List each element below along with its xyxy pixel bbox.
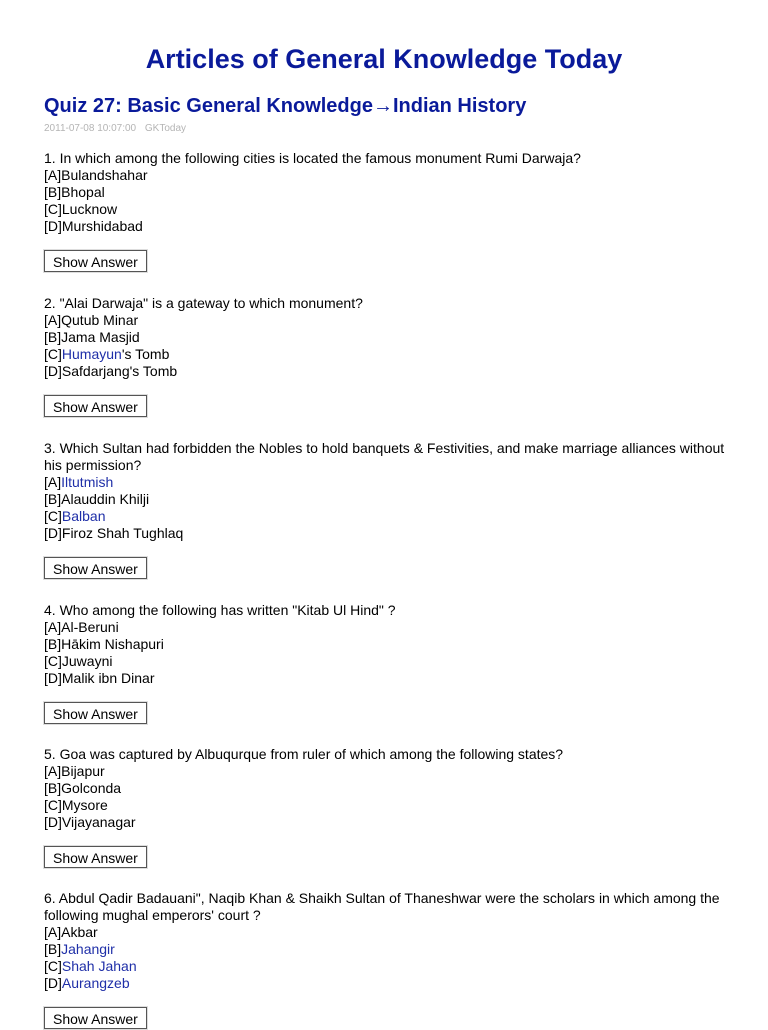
option-letter: [B]: [44, 491, 62, 507]
option-text: Jama Masjid: [61, 329, 140, 345]
show-answer-button[interactable]: Show Answer: [44, 395, 147, 417]
question-block: [44, 890, 734, 1029]
answer-option: [44, 924, 734, 941]
show-answer-button[interactable]: Show Answer: [44, 846, 147, 868]
option-letter: [D]: [44, 670, 62, 686]
answer-option: [44, 312, 734, 329]
option-link[interactable]: Humayun: [61, 346, 122, 362]
option-text: Bijapur: [61, 763, 105, 779]
answer-option: [44, 346, 734, 363]
option-letter: [C]: [44, 958, 62, 974]
show-answer-button[interactable]: Show Answer: [44, 250, 147, 272]
question-block: [44, 440, 734, 579]
option-letter: [B]: [44, 780, 62, 796]
answer-option: [44, 491, 734, 508]
option-text: Firoz Shah Tughlaq: [61, 525, 184, 541]
option-link[interactable]: Shah Jahan: [61, 958, 137, 974]
option-letter: [C]: [44, 797, 62, 813]
answer-option: [44, 218, 734, 235]
option-text: Vijayanagar: [61, 814, 136, 830]
option-letter: [D]: [44, 975, 62, 991]
answer-option: [44, 525, 734, 542]
option-letter: [A]: [44, 167, 62, 183]
answer-option: [44, 941, 734, 958]
answer-option: [44, 201, 734, 218]
option-text: Golconda: [61, 780, 122, 796]
option-link[interactable]: Jahangir: [61, 941, 115, 957]
option-letter: [B]: [44, 184, 62, 200]
question-text: 3. Which Sultan had forbidden the Nobles to hold banquets & Festivities, and make marriage alliances without his permission?: [44, 440, 725, 473]
answer-option: [44, 763, 734, 780]
answer-option: [44, 508, 734, 525]
answer-option: [44, 329, 734, 346]
question-block: [44, 602, 734, 724]
answer-option: [44, 958, 734, 975]
option-letter: [B]: [44, 941, 62, 957]
option-text: Mysore: [61, 797, 108, 813]
question-text: 2. "Alai Darwaja" is a gateway to which monument?: [44, 295, 363, 311]
option-link[interactable]: Iltutmish: [61, 474, 114, 490]
option-letter: [D]: [44, 218, 62, 234]
answer-option: [44, 167, 734, 184]
question-block: [44, 150, 734, 272]
option-text: Akbar: [61, 924, 98, 940]
option-text: Lucknow: [61, 201, 118, 217]
option-text-suffix: 's Tomb: [121, 346, 170, 362]
option-text: Qutub Minar: [61, 312, 139, 328]
show-answer-button[interactable]: Show Answer: [44, 1007, 147, 1029]
article-author: GKToday: [144, 123, 187, 134]
option-letter: [C]: [44, 508, 62, 524]
option-link[interactable]: Aurangzeb: [61, 975, 130, 991]
option-letter: [C]: [44, 201, 62, 217]
answer-option: [44, 363, 734, 380]
option-text: Safdarjang's Tomb: [61, 363, 178, 379]
option-letter: [D]: [44, 814, 62, 830]
answer-option: [44, 670, 734, 687]
option-letter: [B]: [44, 636, 62, 652]
option-text: Alauddin Khilji: [61, 491, 150, 507]
option-letter: [A]: [44, 474, 62, 490]
option-text: Bhopal: [61, 184, 105, 200]
question-text: 5. Goa was captured by Albuqurque from ruler of which among the following states?: [44, 746, 564, 762]
option-letter: [A]: [44, 924, 62, 940]
option-letter: [C]: [44, 653, 62, 669]
option-text: Malik ibn Dinar: [61, 670, 155, 686]
option-letter: [D]: [44, 525, 62, 541]
answer-option: [44, 975, 734, 992]
option-letter: [B]: [44, 329, 62, 345]
article-meta: [44, 122, 186, 135]
article-title: Quiz 27: Basic General Knowledge→Indian History: [44, 95, 527, 117]
show-answer-button[interactable]: Show Answer: [44, 702, 147, 724]
question-block: [44, 295, 734, 417]
question-text: 4. Who among the following has written "Kitab Ul Hind" ?: [44, 602, 396, 618]
option-letter: [D]: [44, 363, 62, 379]
answer-option: [44, 780, 734, 797]
option-text: Bulandshahar: [61, 167, 148, 183]
question-block: [44, 746, 734, 868]
answer-option: [44, 619, 734, 636]
site-title: Articles of General Knowledge Today: [145, 44, 623, 74]
option-link[interactable]: Balban: [61, 508, 106, 524]
option-text: Al-Beruni: [61, 619, 119, 635]
option-letter: [A]: [44, 763, 62, 779]
option-letter: [A]: [44, 619, 62, 635]
option-letter: [C]: [44, 346, 62, 362]
option-text: Hākim Nishapuri: [61, 636, 164, 652]
answer-option: [44, 814, 734, 831]
article-date: 2011-07-08 10:07:00: [44, 123, 137, 134]
question-text: 6. Abdul Qadir Badauani", Naqib Khan & Shaikh Sultan of Thaneshwar were the scholars in which among the following mughal emperors' court ?: [44, 890, 720, 923]
show-answer-button[interactable]: Show Answer: [44, 557, 147, 579]
answer-option: [44, 653, 734, 670]
answer-option: [44, 636, 734, 653]
option-text: Juwayni: [61, 653, 113, 669]
option-letter: [A]: [44, 312, 62, 328]
answer-option: [44, 797, 734, 814]
question-text: 1. In which among the following cities is located the famous monument Rumi Darwaja?: [44, 150, 581, 166]
answer-option: [44, 474, 734, 491]
option-text: Murshidabad: [61, 218, 143, 234]
answer-option: [44, 184, 734, 201]
